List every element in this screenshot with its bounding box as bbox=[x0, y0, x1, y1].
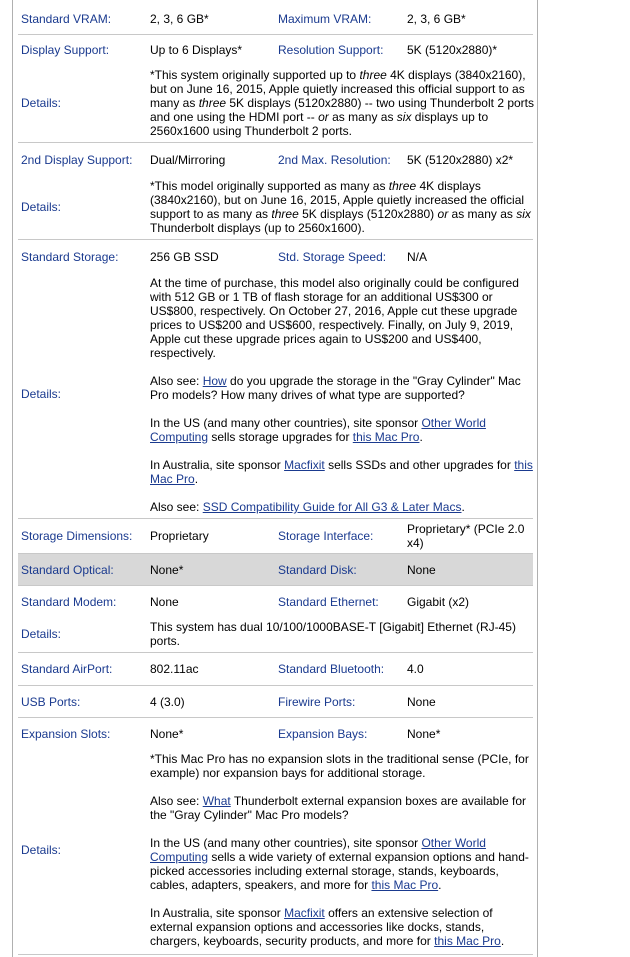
standard-storage-value: 256 GB SSD bbox=[150, 250, 219, 264]
expansion-macfixit-link[interactable]: Macfixit bbox=[284, 906, 325, 920]
standard-modem-label: Standard Modem: bbox=[21, 595, 117, 609]
resolution-support-value: 5K (5120x2880)* bbox=[407, 43, 498, 57]
display-support-row bbox=[18, 35, 533, 143]
storage-details-p2: Also see: How do you upgrade the storage in the "Gray Cylinder" Mac Pro models? How many drives of what type are supported? bbox=[150, 374, 521, 402]
second-display-value: Dual/Mirroring bbox=[150, 153, 226, 167]
expansion-macfixit-this-mac-pro-link[interactable]: this Mac Pro bbox=[434, 934, 501, 948]
storage-row bbox=[18, 240, 533, 519]
expansion-details-p2: Also see: What Thunderbolt external expansion boxes are available for the "Gray Cylinder" Mac Pro models? bbox=[150, 794, 527, 822]
expansion-bays-label: Expansion Bays: bbox=[278, 727, 368, 741]
display-support-label: Display Support: bbox=[21, 43, 110, 57]
storage-speed-value: N/A bbox=[407, 250, 428, 264]
storage-dimensions-value: Proprietary bbox=[150, 529, 209, 543]
storage-interface-value: Proprietary* (PCIe 2.0 x4) bbox=[407, 522, 525, 550]
owc-this-mac-pro-link[interactable]: this Mac Pro bbox=[352, 430, 420, 444]
expansion-details-p4: In Australia, site sponsor Macfixit offers an extensive selection of external expansion options and accessories like docks, stands, chargers, keyboards, security products, and more for this Mac Pro. bbox=[150, 906, 505, 948]
standard-disk-value: None bbox=[407, 563, 436, 577]
expansion-details-p3: In the US (and many other countries), site sponsor Other World Computing sells a wide variety of external expansion options and hand-picked accessories including external storage, stands, keyboards, cables, adapters, speakers, and more for this Mac Pro. bbox=[150, 836, 529, 892]
macfixit-link[interactable]: Macfixit bbox=[284, 458, 325, 472]
storage-interface-label: Storage Interface: bbox=[278, 529, 374, 543]
vram-row bbox=[18, 0, 533, 35]
standard-ethernet-label: Standard Ethernet: bbox=[278, 595, 379, 609]
expansion-details-p1: *This Mac Pro has no expansion slots in the traditional sense (PCIe, for example) nor expansion bays for additional storage. bbox=[150, 752, 529, 780]
standard-bluetooth-value: 4.0 bbox=[407, 662, 424, 676]
expansion-owc-this-mac-pro-link[interactable]: this Mac Pro bbox=[371, 878, 439, 892]
usb-ports-value: 4 (3.0) bbox=[150, 695, 185, 709]
resolution-support-label: Resolution Support: bbox=[278, 43, 384, 57]
max-vram-label: Maximum VRAM: bbox=[278, 12, 372, 26]
standard-disk-label: Standard Disk: bbox=[278, 563, 357, 577]
standard-ethernet-value: Gigabit (x2) bbox=[407, 595, 470, 609]
storage-details-text bbox=[150, 276, 535, 514]
expansion-details-text bbox=[150, 752, 535, 948]
storage-details-label: Details: bbox=[21, 387, 62, 401]
storage-details-p1: At the time of purchase, this model also originally could be configured with 512 GB or 1 TB of flash storage for an additional US$300 or US$800, respectively. On October 27, 2016, Apple cut these upgrade prices to US$200 and US$600, respectively. Finally, on July 9, 2019, Apple cut these upgrade prices again to US$200 and US$400, respectively. bbox=[150, 276, 519, 360]
second-display-details-label: Details: bbox=[21, 200, 62, 214]
modem-ethernet-row bbox=[18, 586, 533, 653]
vram-value: 2, 3, 6 GB* bbox=[150, 12, 209, 26]
expansion-slots-value: None* bbox=[150, 727, 184, 741]
expansion-bays-value: None* bbox=[407, 727, 441, 741]
max-vram-value: 2, 3, 6 GB* bbox=[407, 12, 466, 26]
expansion-details-label: Details: bbox=[21, 843, 62, 857]
standard-bluetooth-label: Standard Bluetooth: bbox=[278, 662, 385, 676]
standard-airport-label: Standard AirPort: bbox=[21, 662, 113, 676]
ethernet-details-text: This system has dual 10/100/1000BASE-T [Gigabit] Ethernet (RJ-45) ports. bbox=[150, 620, 516, 648]
second-display-label: 2nd Display Support: bbox=[21, 153, 133, 167]
standard-modem-value: None bbox=[150, 595, 179, 609]
standard-optical-value: None* bbox=[150, 563, 184, 577]
storage-speed-label: Std. Storage Speed: bbox=[278, 250, 387, 264]
storage-details-p3: In the US (and many other countries), site sponsor Other World Computing sells storage upgrades for this Mac Pro. bbox=[150, 416, 486, 444]
second-display-row bbox=[18, 143, 533, 240]
storage-dimensions-label: Storage Dimensions: bbox=[21, 529, 133, 543]
optical-row bbox=[18, 554, 533, 586]
usb-ports-label: USB Ports: bbox=[21, 695, 81, 709]
standard-storage-label: Standard Storage: bbox=[21, 250, 119, 264]
expansion-owc-link[interactable]: Other World Computing bbox=[150, 836, 486, 864]
macfixit-this-mac-pro-link[interactable]: this Mac Pro bbox=[150, 458, 533, 486]
how-upgrade-storage-link[interactable]: How bbox=[202, 374, 227, 388]
ssd-compatibility-guide-link[interactable]: SSD Compatibility Guide for All G3 & Later Macs bbox=[202, 500, 462, 514]
expansion-slots-label: Expansion Slots: bbox=[21, 727, 111, 741]
second-max-resolution-label: 2nd Max. Resolution: bbox=[278, 153, 391, 167]
expansion-row bbox=[18, 718, 533, 955]
standard-optical-label: Standard Optical: bbox=[21, 563, 114, 577]
display-details-text: *This system originally supported up to three 4K displays (3840x2160), but on June 16, 2015, Apple quietly increased this official support to as many as three 5K displays (5120x2880) -- two using Thunderbolt 2 ports and one using the HDMI port -- or as many as six displays up to 2560x1600 using Thunderbolt 2 ports. bbox=[150, 68, 534, 138]
standard-airport-value: 802.11ac bbox=[150, 662, 199, 676]
storage-details-p5: Also see: SSD Compatibility Guide for All G3 & Later Macs. bbox=[150, 500, 465, 514]
display-details-label: Details: bbox=[21, 96, 62, 110]
second-max-resolution-value: 5K (5120x2880) x2* bbox=[407, 153, 514, 167]
firewire-ports-value: None bbox=[407, 695, 436, 709]
firewire-ports-label: Firewire Ports: bbox=[278, 695, 356, 709]
airport-bluetooth-row bbox=[18, 653, 533, 686]
owc-link[interactable]: Other World Computing bbox=[150, 416, 486, 444]
ethernet-details-label: Details: bbox=[21, 627, 62, 641]
what-thunderbolt-expansion-link[interactable]: What bbox=[202, 794, 231, 808]
storage-dimensions-row bbox=[18, 519, 533, 554]
storage-details-p4: In Australia, site sponsor Macfixit sells SSDs and other upgrades for this Mac Pro. bbox=[150, 458, 533, 486]
second-display-details-text: *This model originally supported as many as three 4K displays (3840x2160), but on June 16, 2015, Apple quietly increased the official support to as many as three 5K displays (5120x2880) or as many as six Thunderbolt displays (up to 2560x1600). bbox=[150, 179, 531, 235]
usb-firewire-row bbox=[18, 686, 533, 718]
vram-label: Standard VRAM: bbox=[21, 12, 112, 26]
display-support-value: Up to 6 Displays* bbox=[150, 43, 243, 57]
